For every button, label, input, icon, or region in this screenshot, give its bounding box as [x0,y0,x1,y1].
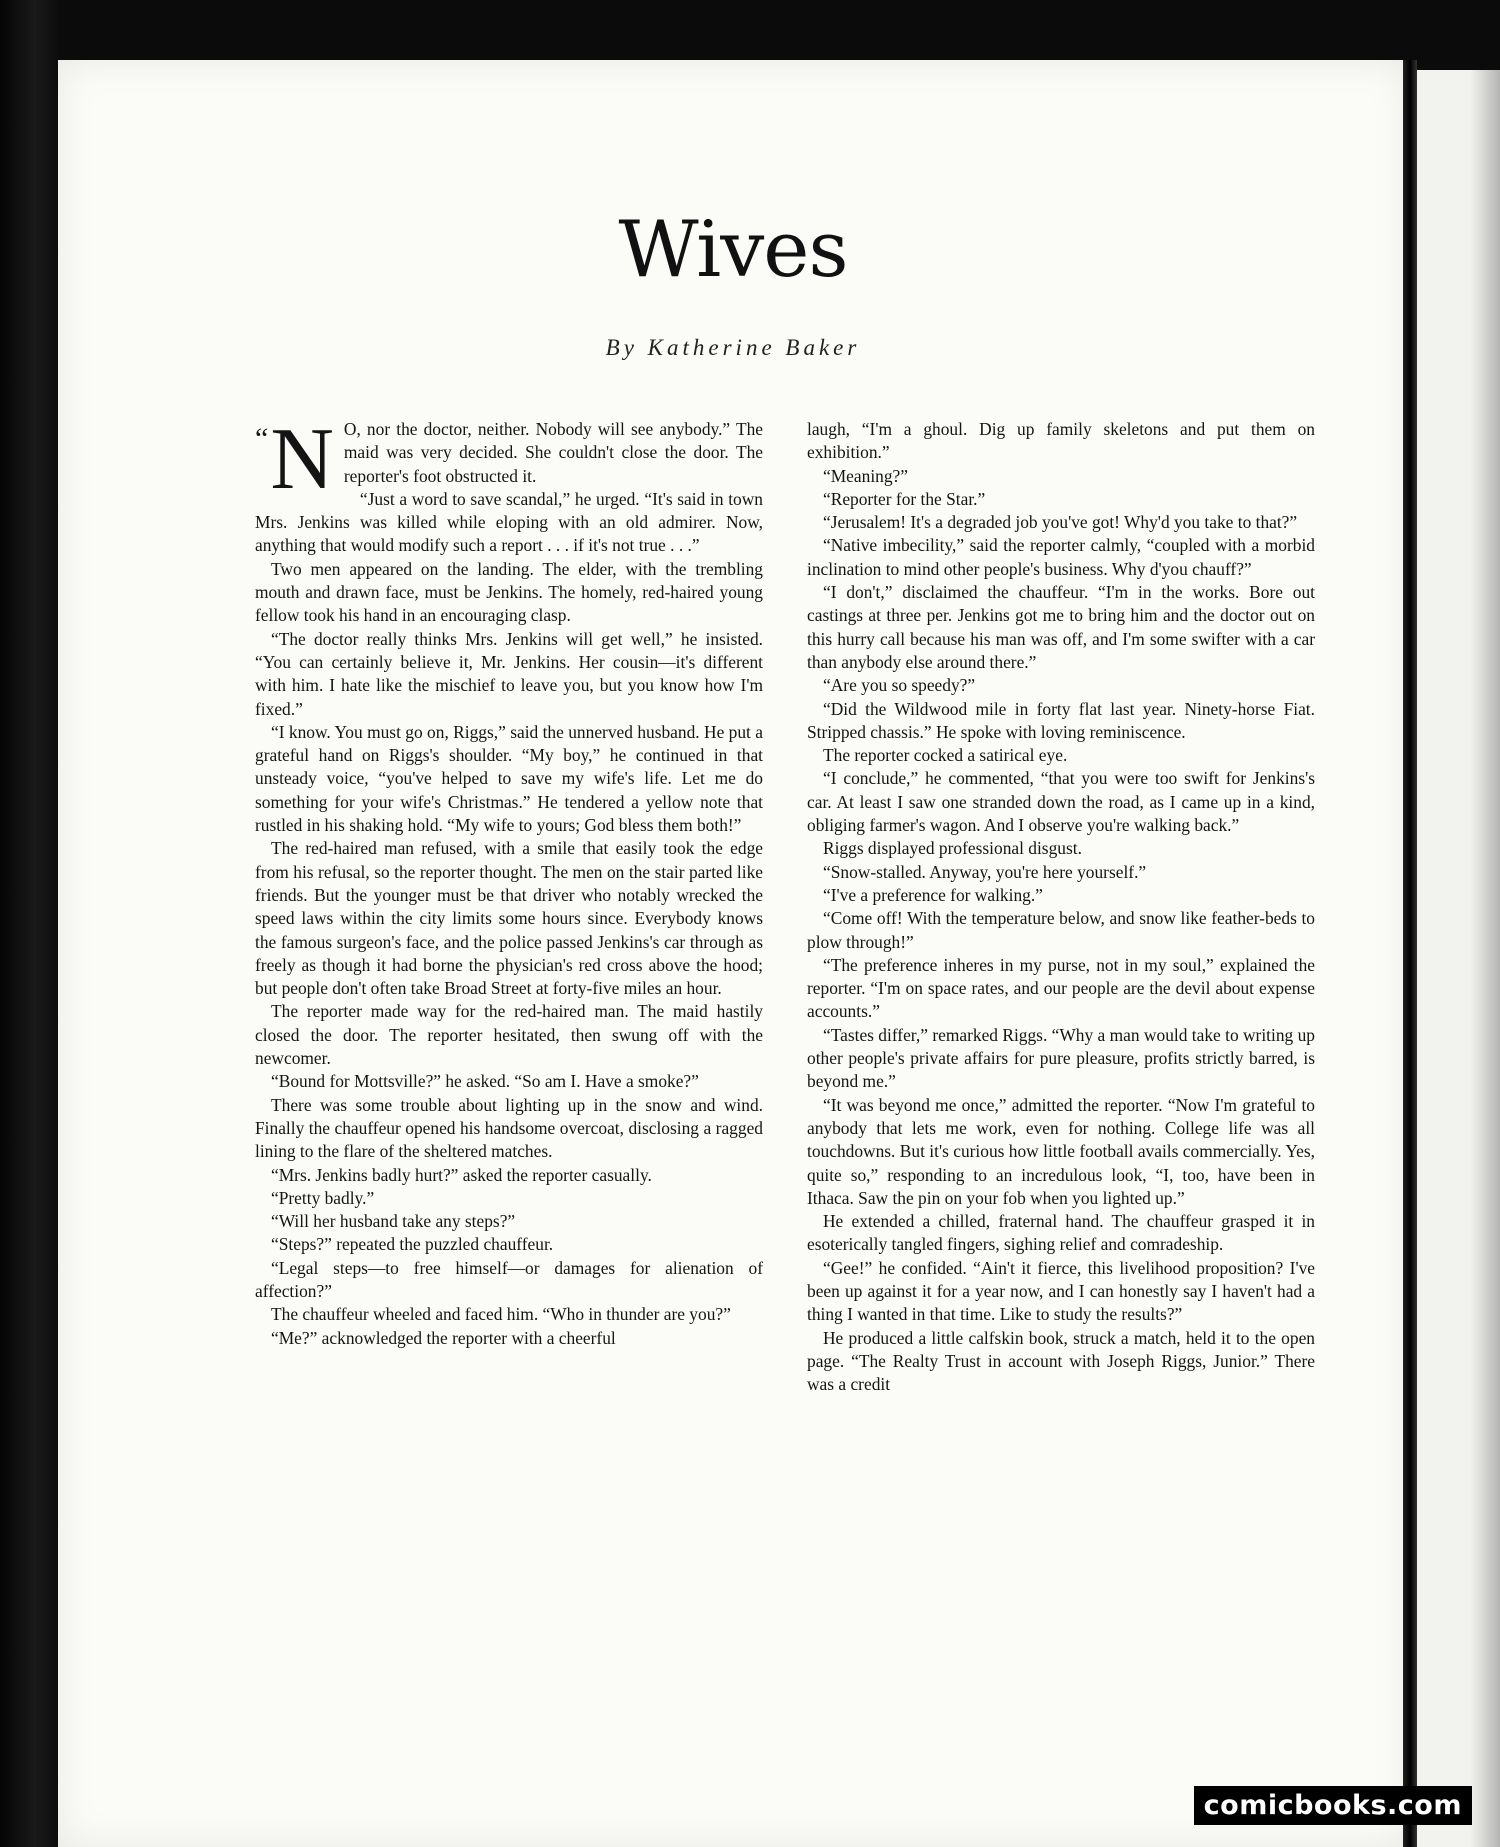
paragraph: “It was beyond me once,” admitted the reporter. “Now I'm grateful to anybody that lets me work, even for nothing. College life was all touchdowns. But it's curious how little football avails commercially. Yes, quite so,” responding to an incredulous look, “I, too, have been in Ithaca. Saw the pin on your fob when you lighted up.” [807,1094,1315,1208]
article-title: Wives [618,205,848,295]
paragraph: He extended a chilled, fraternal hand. The chauffeur grasped it in esoterically tangled fingers, sighing relief and comradeship. [807,1211,1315,1255]
paragraph: “Mrs. Jenkins badly hurt?” asked the reporter casually. [271,1164,652,1185]
paragraph: The reporter made way for the red-haired man. The maid hastily closed the door. The reporter hesitated, then swung off with the newcomer. [255,1001,763,1069]
paragraph: There was some trouble about lighting up in the snow and wind. Finally the chauffeur opened his handsome overcoat, disclosing a ragged lining to the flare of the sheltered matches. [255,1094,763,1162]
paragraph: “Tastes differ,” remarked Riggs. “Why a man would take to writing up other people's private affairs for pure pleasure, profits strictly barred, is beyond me.” [807,1024,1315,1092]
paragraph: The reporter cocked a satirical eye. [823,745,1068,766]
paragraph: “Just a word to save scandal,” he urged. “It's said in town Mrs. Jenkins was killed while eloping with an old admirer. Now, anything that would modify such a report . . . if it's not true . . .” [255,488,763,556]
paragraph: “Pretty badly.” [271,1187,375,1208]
opening-paragraph [255,411,763,508]
paragraph: “Bound for Mottsville?” he asked. “So am I. Have a smoke?” [271,1071,699,1092]
paragraph: “Reporter for the Star.” [823,488,986,509]
left-column [255,411,763,1350]
paragraph: He produced a little calfskin book, struck a match, held it to the open page. “The Realty Trust in account with Joseph Riggs, Junior.” There was a credit [807,1327,1315,1395]
right-column [807,418,1315,1396]
page-spine [1403,60,1417,1847]
paragraph: “I know. You must go on, Riggs,” said the unnerved husband. He put a grateful hand on Riggs's shoulder. “My boy,” he continued in that unsteady voice, “you've helped to save my wife's life. Let me do something for your wife's Christmas.” He tendered a yellow note that rustled in his shaking hold. “My wife to yours; God bless them both!” [255,721,763,836]
magazine-page [58,60,1408,1847]
adjacent-page-edge [1417,70,1500,1847]
paragraph: “Come off! With the temperature below, and snow like feather-beds to plow through!” [807,908,1315,952]
paragraph: “I don't,” disclaimed the chauffeur. “I'm in the works. Bore out castings at three per. Jenkins got me to bring him and the doctor out on this hurry call because his man was off, and I'm some swifter with a car than anybody else around there.” [807,582,1315,672]
paragraph: “Steps?” repeated the puzzled chauffeur. [271,1234,554,1255]
paragraph-text: O, nor the doctor, neither. Nobody will see anybody.” The maid was very decided. She couldn't close the door. The reporter's foot obstructed it. [343,419,763,486]
paragraph: “Gee!” he confided. “Ain't it fierce, this livelihood proposition? I've been up against it for a year now, and I can honestly say I haven't had a thing I wanted in that time. Like to study the results?” [807,1257,1315,1325]
drop-cap-quote: “ [255,422,269,455]
paragraph: laugh, “I'm a ghoul. Dig up family skeletons and put them on exhibition.” [807,419,1315,463]
paragraph: “The doctor really thinks Mrs. Jenkins will get well,” he insisted. “You can certainly believe it, Mr. Jenkins. Her cousin—it's different with him. I hate like the mischief to leave you, but you know how I'm fixed.” [255,628,763,719]
paragraph: “Me?” acknowledged the reporter with a cheerful [271,1327,616,1348]
paragraph: “I've a preference for walking.” [823,884,1043,905]
paragraph: The red-haired man refused, with a smile that easily took the edge from his refusal, so the reporter thought. The men on the stair parted like friends. But the younger must be that driver who notably wrecked the speed laws within the city limits some hours since. Everybody knows the famous surgeon's face, and the police passed Jenkins's car through as freely as though it had borne the physician's red cross above the hood; but people don't often take Broad Street at forty-five miles an hour. [255,838,763,999]
paragraph: “Did the Wildwood mile in forty flat last year. Ninety-horse Fiat. Stripped chassis.” He spoke with loving reminiscence. [807,698,1315,742]
drop-cap [255,411,334,508]
paragraph: “Snow-stalled. Anyway, you're here yourself.” [823,861,1147,882]
paragraph: “The preference inheres in my purse, not in my soul,” explained the reporter. “I'm on space rates, and our people are the devil about expense accounts.” [807,954,1315,1022]
paragraph: “Legal steps—to free himself—or damages for alienation of affection?” [255,1257,763,1301]
paragraph: Two men appeared on the landing. The elder, with the trembling mouth and drawn face, must be Jenkins. The homely, red-haired young fellow took his hand in an encouraging clasp. [255,558,763,626]
drop-cap-letter: N [270,411,334,508]
article-byline: By Katherine Baker [605,335,861,360]
paragraph: “Meaning?” [823,465,908,486]
scan-left-edge [0,0,58,1847]
paragraph: “Native imbecility,” said the reporter calmly, “coupled with a morbid inclination to mind other people's business. Why d'you chauff?” [807,535,1315,579]
watermark-logo: comicbooks.com [1194,1786,1472,1825]
paragraph: “Will her husband take any steps?” [271,1211,516,1232]
paragraph: Riggs displayed professional disgust. [823,838,1082,859]
paragraph: “Are you so speedy?” [823,675,976,696]
paragraph: “I conclude,” he commented, “that you were too swift for Jenkins's car. At least I saw one stranded down the road, as I came up in a kind, obliging farmer's wagon. And I observe you're walking back.” [807,768,1315,836]
paragraph: The chauffeur wheeled and faced him. “Who in thunder are you?” [271,1304,731,1325]
paragraph: “Jerusalem! It's a degraded job you've got! Why'd you take to that?” [823,512,1298,533]
